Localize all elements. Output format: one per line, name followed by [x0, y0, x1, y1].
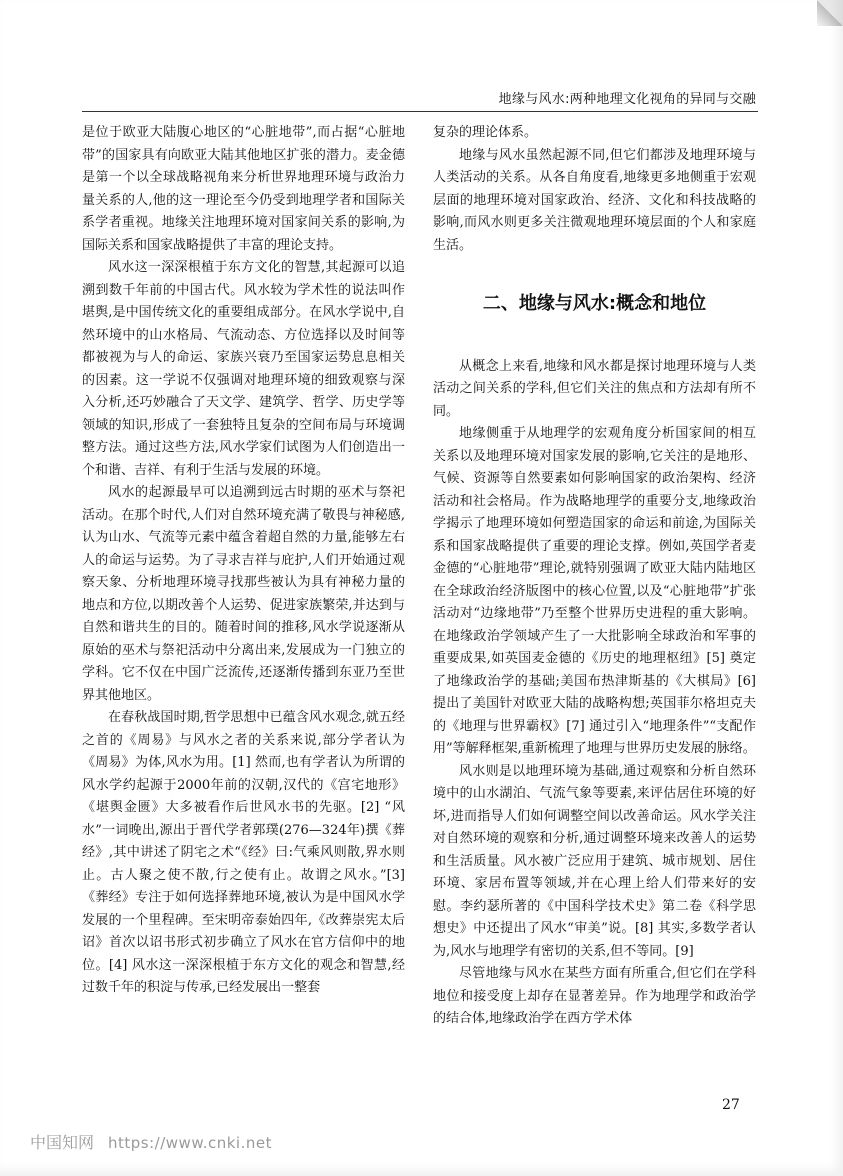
page-fold-corner [817, 0, 843, 26]
paragraph: 风水则是以地理环境为基础,通过观察和分析自然环境中的山水湖泊、气流气象等要素,来评估居住环境的好坏,进而指导人们如何调整空间以改善命运。风水学关注对自然环境的观察和分析,通过调整环境来改善人的运势和生活质量。风水被广泛应用于建筑、城市规划、居住环境、家居布置等领域,并在心理上给人们带来好的安慰。李约瑟所著的《中国科学技术史》第二卷《科学思想史》中还提出了风水“审美”说。[8] 其实,多数学者认为,风水与地理学有密切的关系,但不等同。[9] [433, 763, 756, 959]
paragraph: 地缘与风水虽然起源不同,但它们都涉及地理环境与人类活动的关系。从各自角度看,地缘更多地侧重于宏观层面的地理环境对国家政治、经济、文化和科技战略的影响,而风水则更多关注微观地理环境层面的个人和家庭生活。 [433, 147, 756, 253]
paragraph: 从概念上来看,地缘和风水都是探讨地理环境与人类活动之间关系的学科,但它们关注的焦点和方法却有所不同。 [433, 358, 756, 419]
paragraph: 地缘侧重于从地理学的宏观角度分析国家间的相互关系以及地理环境对国家发展的影响,它关注的是地形、气候、资源等自然要素如何影响国家的政治架构、经济活动和社会格局。作为战略地理学的重要分支,地缘政治学揭示了地理环境如何塑造国家的命运和前途,为国际关系和国家战略提供了重要的理论支撑。例如,英国学者麦金德的“心脏地带”理论,就特别强调了欧亚大陆内陆地区在全球政治经济版图中的核心位置,以及“心脏地带”扩张活动对“边缘地带”乃至整个世界历史进程的重大影响。在地缘政治学领域产生了一大批影响全球政治和军事的重要成果,如英国麦金德的《历史的地理枢纽》[5] 奠定了地缘政治学的基础;美国布热津斯基的《大棋局》[6] 提出了美国针对欧亚大陆的战略构想;英国菲尔格坦克夫的《地理与世界霸权》[7] 通过引入“地理条件”“支配作用”等解释框架,重新梳理了地理与世界历史发展的脉络。 [433, 426, 756, 756]
left-column [82, 122, 405, 1000]
right-column [433, 122, 756, 1031]
watermark-url[interactable]: https://www.cnki.net [108, 1134, 272, 1152]
paragraph: 尽管地缘与风水在某些方面有所重合,但它们在学科地位和接受度上却存在显著差异。作为地理学和政治学的结合体,地缘政治学在西方学术体 [433, 966, 756, 1026]
watermark-brand: 中国知网 [30, 1133, 95, 1152]
paragraph: 风水的起源最早可以追溯到远古时期的巫术与祭祀活动。在那个时代,人们对自然环境充满了敬畏与神秘感,认为山水、气流等元素中蕴含着超自然的力量,能够左右人的命运与运势。为了寻求吉祥与庇护,人们开始通过观察天象、分析地理环境寻找那些被认为具有神秘力量的地点和方位,以期改善个人运势、促进家族繁荣,并达到与自然和谐共生的目的。随着时间的推移,风水学说逐渐从原始的巫术与祭祀活动中分离出来,发展成为一门独立的学科。它不仅在中国广泛流传,还逐渐传播到东亚乃至世界其他地区。 [82, 485, 405, 703]
header-rule [82, 111, 758, 112]
paragraph: 复杂的理论体系。 [433, 125, 538, 140]
page-number: 27 [722, 1097, 740, 1113]
paragraph: 是位于欧亚大陆腹心地区的“心脏地带”,而占据“心脏地带”的国家具有向欧亚大陆其他地区扩张的潜力。麦金德是第一个以全球战略视角来分析世界地理环境与政治力量关系的人,他的这一理论至今仍受到地理学者和国际关系学者重视。地缘关注地理环境对国家间关系的影响,为国际关系和国家战略提供了丰富的理论支持。 [82, 125, 405, 253]
running-header: 地缘与风水:两种地理文化视角的异同与交融 [498, 92, 756, 107]
paragraph: 风水这一深深根植于东方文化的智慧,其起源可以追溯到数千年前的中国古代。风水较为学术性的说法叫作堪舆,是中国传统文化的重要组成部分。在风水学说中,自然环境中的山水格局、气流动态、方位选择以及时间等都被视为与人的命运、家族兴衰乃至国家运势息息相关的因素。这一学说不仅强调对地理环境的细致观察与深入分析,还巧妙融合了天文学、建筑学、哲学、历史学等领域的知识,形成了一套独特且复杂的空间布局与环境调整方法。通过这些方法,风水学家们试图为人们创造出一个和谐、吉祥、有利于生活与发展的环境。 [82, 260, 405, 478]
section-heading: 二、地缘与风水:概念和地位 [482, 293, 707, 314]
cnki-watermark [30, 1130, 272, 1153]
paragraph: 在春秋战国时期,哲学思想中已蕴含风水观念,就五经之首的《周易》与风水之者的关系来说,部分学者认为《周易》为体,风水为用。[1] 然而,也有学者认为所谓的风水学约起源于2000年前的汉朝,汉代的《宫宅地形》《堪舆金匮》大多被看作后世风水书的先驱。[2] “风水”一词晚出,源出于晋代学者郭璞(276—324年)撰《葬经》,其中讲述了阴宅之术“《经》曰:气乘风则散,界水则止。古人聚之使不散,行之使有止。故谓之风水。”[3] 《葬经》专注于如何选择葬地环境,被认为是中国风水学发展的一个里程碑。至宋明帝泰始四年,《改葬崇宪太后诏》首次以诏书形式初步确立了风水在官方信仰中的地位。[4] 风水这一深深根植于东方文化的观念和智慧,经过数千年的积淀与传承,已经发展出一整套 [82, 710, 405, 995]
